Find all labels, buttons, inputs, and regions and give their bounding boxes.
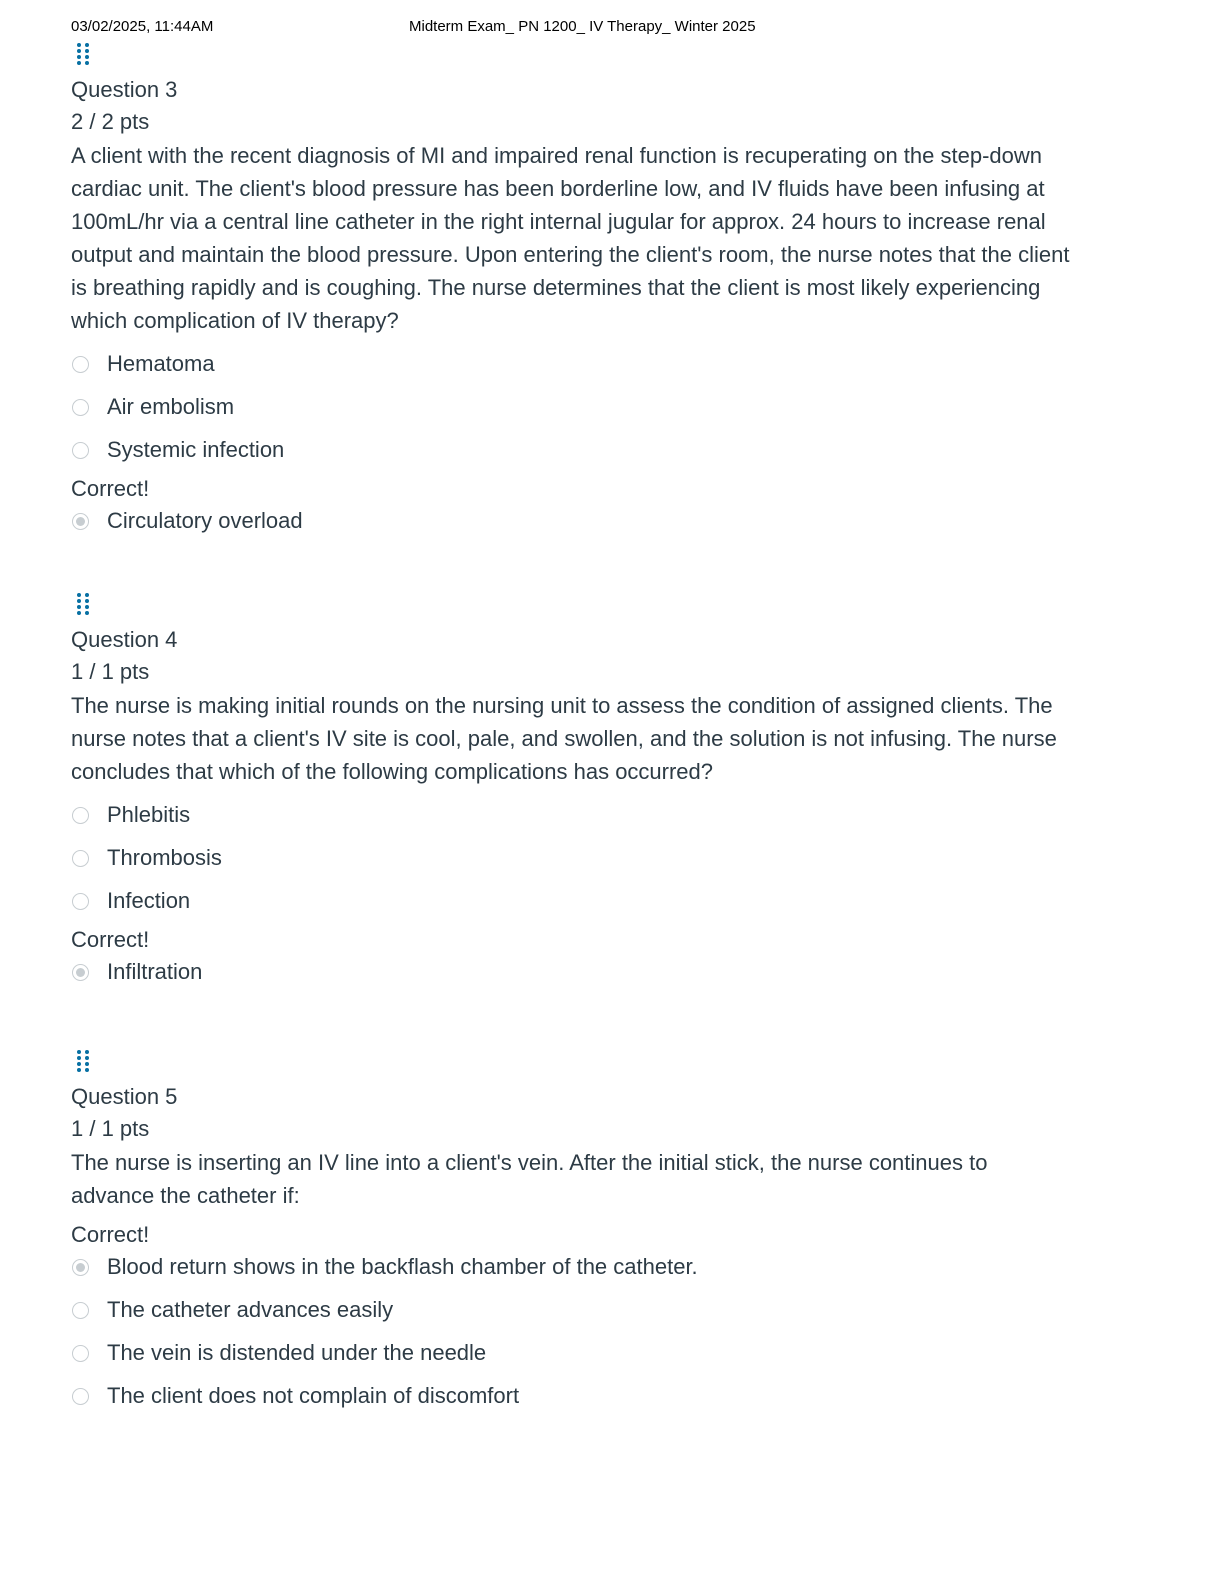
question-text: The nurse is making initial rounds on the nursing unit to assess the condition of assigned clients. The nurse notes that a client's IV site is cool, pale, and swollen, and the solution is not infusing. The nurse concludes that which of the following complications has occurred? (71, 693, 1057, 784)
radio-button[interactable] (72, 399, 89, 416)
question-5 (71, 1047, 1071, 1423)
answer-label: Hematoma (107, 351, 215, 376)
radio-button-selected[interactable] (72, 513, 89, 530)
answer-label: The catheter advances easily (107, 1297, 394, 1322)
answer-list (71, 348, 1071, 537)
answer-label: Thrombosis (107, 845, 222, 870)
answer-option[interactable] (71, 348, 1071, 380)
question-points: 2 / 2 pts (71, 109, 150, 134)
print-header (71, 18, 1171, 38)
drag-handle-icon[interactable] (73, 1047, 93, 1075)
question-points: 1 / 1 pts (71, 1116, 150, 1141)
answer-label: Systemic infection (107, 437, 285, 462)
question-title: Question 3 (71, 77, 178, 102)
correct-indicator: Correct! (71, 1222, 150, 1247)
radio-button[interactable] (72, 356, 89, 373)
answer-option[interactable] (71, 885, 1071, 917)
answer-option-selected[interactable] (71, 956, 1071, 988)
answer-label: The client does not complain of discomfort (107, 1383, 520, 1408)
answer-label: Air embolism (107, 394, 235, 419)
question-title: Question 5 (71, 1084, 178, 1109)
answer-label: Blood return shows in the backflash chamber of the catheter. (107, 1254, 698, 1279)
radio-button[interactable] (72, 893, 89, 910)
print-title: Midterm Exam_ PN 1200_ IV Therapy_ Winter 2025 (409, 18, 756, 35)
answer-option[interactable] (71, 434, 1071, 466)
question-text: The nurse is inserting an IV line into a client's vein. After the initial stick, the nurse continues to advance the catheter if: (71, 1150, 988, 1208)
answer-label: Circulatory overload (107, 508, 303, 533)
answer-option[interactable] (71, 1380, 1071, 1412)
drag-handle-icon[interactable] (73, 590, 93, 618)
question-title: Question 4 (71, 627, 178, 652)
drag-handle-icon[interactable] (73, 40, 93, 68)
answer-list (71, 799, 1071, 988)
answer-label: Infection (107, 888, 191, 913)
radio-button[interactable] (72, 442, 89, 459)
answer-label: Phlebitis (107, 802, 191, 827)
answer-list (71, 1219, 1071, 1412)
radio-button-selected[interactable] (72, 964, 89, 981)
radio-button[interactable] (72, 1345, 89, 1362)
answer-option[interactable] (71, 842, 1071, 874)
print-datetime: 03/02/2025, 11:44AM (71, 18, 214, 35)
radio-button[interactable] (72, 850, 89, 867)
answer-option-selected[interactable] (71, 1251, 1071, 1283)
answer-option[interactable] (71, 391, 1071, 423)
question-text: A client with the recent diagnosis of MI and impaired renal function is recuperating on the step-down cardiac unit. The client's blood pressure has been borderline low, and IV fluids have been infusing at 100mL/hr via a central line catheter in the right internal jugular for approx. 24 hours to increase renal output and maintain the blood pressure. Upon entering the client's room, the nurse notes that the client is breathing rapidly and is coughing. The nurse determines that the client is most likely experiencing which complication of IV therapy? (71, 143, 1070, 333)
question-3 (71, 40, 1071, 548)
answer-option[interactable] (71, 799, 1071, 831)
correct-indicator: Correct! (71, 927, 150, 952)
answer-option-selected[interactable] (71, 505, 1071, 537)
question-points: 1 / 1 pts (71, 659, 150, 684)
answer-option[interactable] (71, 1294, 1071, 1326)
correct-indicator: Correct! (71, 476, 150, 501)
radio-button[interactable] (72, 1388, 89, 1405)
question-4 (71, 590, 1071, 999)
radio-button[interactable] (72, 807, 89, 824)
answer-option[interactable] (71, 1337, 1071, 1369)
radio-button-selected[interactable] (72, 1259, 89, 1276)
radio-button[interactable] (72, 1302, 89, 1319)
answer-label: The vein is distended under the needle (107, 1340, 487, 1365)
answer-label: Infiltration (107, 959, 203, 984)
